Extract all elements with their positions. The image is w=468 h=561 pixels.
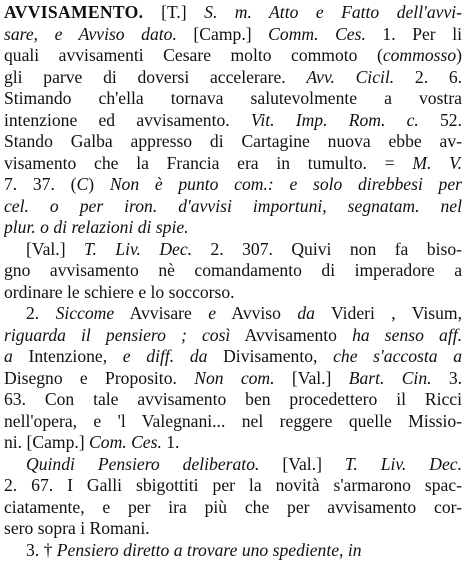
text-line — [4, 2, 462, 24]
italic-text: Vit. Imp. Rom. c. — [251, 110, 419, 130]
entry-paragraph-5 — [4, 540, 462, 561]
text-line — [4, 475, 462, 497]
text-line — [4, 110, 462, 132]
text-line — [4, 131, 462, 153]
italic-text: ha senso aff. — [352, 325, 462, 345]
roman-text: ) — [456, 45, 462, 65]
roman-text: Videri , Visum, — [315, 303, 462, 323]
headword: AVVISAMENTO. — [4, 2, 161, 22]
roman-text: [Camp.] — [177, 24, 268, 44]
italic-text: M. V. — [412, 153, 462, 173]
entry-paragraph-2 — [4, 239, 462, 304]
entry-paragraph-1 — [4, 2, 462, 239]
roman-text: ) — [88, 174, 110, 194]
italic-text: commosso — [383, 45, 456, 65]
italic-text: Non com. — [194, 368, 274, 388]
italic-text: T. Liv. Dec. — [84, 239, 192, 259]
text-line — [4, 368, 462, 390]
roman-text: intenzione ed avvisamento. — [4, 110, 251, 130]
text-line — [4, 497, 462, 519]
italic-text: sare, e Avviso dato. — [4, 24, 177, 44]
italic-text: Com. Ces. — [89, 432, 162, 452]
roman-text: gno avvisamento nè comandamento di imperadore a — [4, 260, 462, 280]
italic-text: che s'accosta a — [333, 346, 462, 366]
roman-text: quali avvisamenti Cesare molto commoto ( — [4, 45, 383, 65]
roman-text: 63. Con tale avvisamento ben procedettero il Ricci — [4, 389, 462, 409]
roman-text: 52. — [419, 110, 462, 130]
roman-text: gli parve di doversi accelerare. — [4, 67, 306, 87]
roman-text: ni. [Camp.] — [4, 432, 89, 452]
roman-text: [T.] — [161, 2, 204, 22]
roman-text: Stimando ch'ella tornava salutevolmente a vostra — [4, 88, 462, 108]
text-line — [4, 45, 462, 67]
roman-text: visamento che la Francia era in tumulto. = — [4, 153, 412, 173]
roman-text: Intenzione, — [13, 346, 123, 366]
entry-paragraph-3 — [4, 303, 462, 454]
roman-text: 1. Per li — [366, 24, 462, 44]
roman-text: 2. 307. Quivi non fa biso- — [192, 239, 462, 259]
roman-text: 3. — [432, 368, 462, 388]
italic-text: riguarda il pensiero ; così — [4, 325, 230, 345]
roman-text: Avvisare — [114, 303, 208, 323]
roman-text: 2. 6. — [394, 67, 462, 87]
roman-text: 1. — [162, 432, 180, 452]
text-line — [4, 411, 462, 433]
text-line — [4, 325, 462, 347]
text-line — [4, 346, 462, 368]
italic-text: Siccome — [56, 303, 115, 323]
text-line — [4, 24, 462, 46]
italic-text: e — [208, 303, 216, 323]
text-line — [4, 540, 462, 561]
roman-text: Avviso — [216, 303, 297, 323]
roman-text: Disegno e Proposito. — [4, 368, 194, 388]
roman-text: [Val.] — [259, 454, 345, 474]
roman-text: sero sopra i Romani. — [4, 518, 150, 538]
italic-text: a — [4, 346, 13, 366]
roman-text: [Val.] — [275, 368, 349, 388]
roman-text: 3. † — [26, 540, 57, 560]
italic-text: Comm. Ces. — [268, 24, 366, 44]
italic-text: Avv. Cicil. — [306, 67, 394, 87]
text-line — [4, 88, 462, 110]
text-line — [4, 67, 462, 89]
roman-text: nell'opera, e 'l Valegnani... nel reggere quelle Missio- — [4, 411, 462, 431]
text-line — [4, 217, 462, 239]
roman-text: Divisamento, — [207, 346, 333, 366]
text-line — [4, 239, 462, 261]
italic-text: e diff. da — [123, 346, 208, 366]
roman-text: 2. — [26, 303, 56, 323]
text-line — [4, 260, 462, 282]
italic-text: C — [76, 174, 88, 194]
text-line — [4, 518, 462, 540]
text-line — [4, 282, 462, 304]
entry-paragraph-4 — [4, 454, 462, 540]
text-line — [4, 196, 462, 218]
text-line — [4, 303, 462, 325]
italic-text: Pensiero diretto a trovare uno spediente, in — [57, 540, 362, 560]
roman-text: [Val.] — [26, 239, 84, 259]
roman-text: 7. 37. ( — [4, 174, 76, 194]
italic-text: da — [297, 303, 315, 323]
roman-text: 2. 67. I Galli sbigottiti per la novità s'armarono spac- — [4, 475, 462, 495]
roman-text: ordinare le schiere e lo soccorso. — [4, 282, 235, 302]
text-line — [4, 454, 462, 476]
italic-text: Non è punto com.: e solo direbbesi per — [110, 174, 462, 194]
text-line — [4, 174, 462, 196]
italic-text: Quindi Pensiero deliberato. — [26, 454, 259, 474]
italic-text: S. m. Atto e Fatto dell'avvi- — [204, 2, 462, 22]
italic-text: plur. o di relazioni di spie. — [4, 217, 189, 237]
roman-text: Stando Galba appresso di Cartagine nuova ebbe av- — [4, 131, 462, 151]
text-line — [4, 389, 462, 411]
text-line — [4, 432, 462, 454]
roman-text: Avvisamento — [230, 325, 352, 345]
italic-text: cel. o per iron. d'avvisi importuni, segnatam. nel — [4, 196, 462, 216]
roman-text: ciatamente, e per ira più che per avvisamento cor- — [4, 497, 462, 517]
italic-text: Bart. Cin. — [349, 368, 432, 388]
italic-text: T. Liv. Dec. — [345, 454, 462, 474]
text-line — [4, 153, 462, 175]
